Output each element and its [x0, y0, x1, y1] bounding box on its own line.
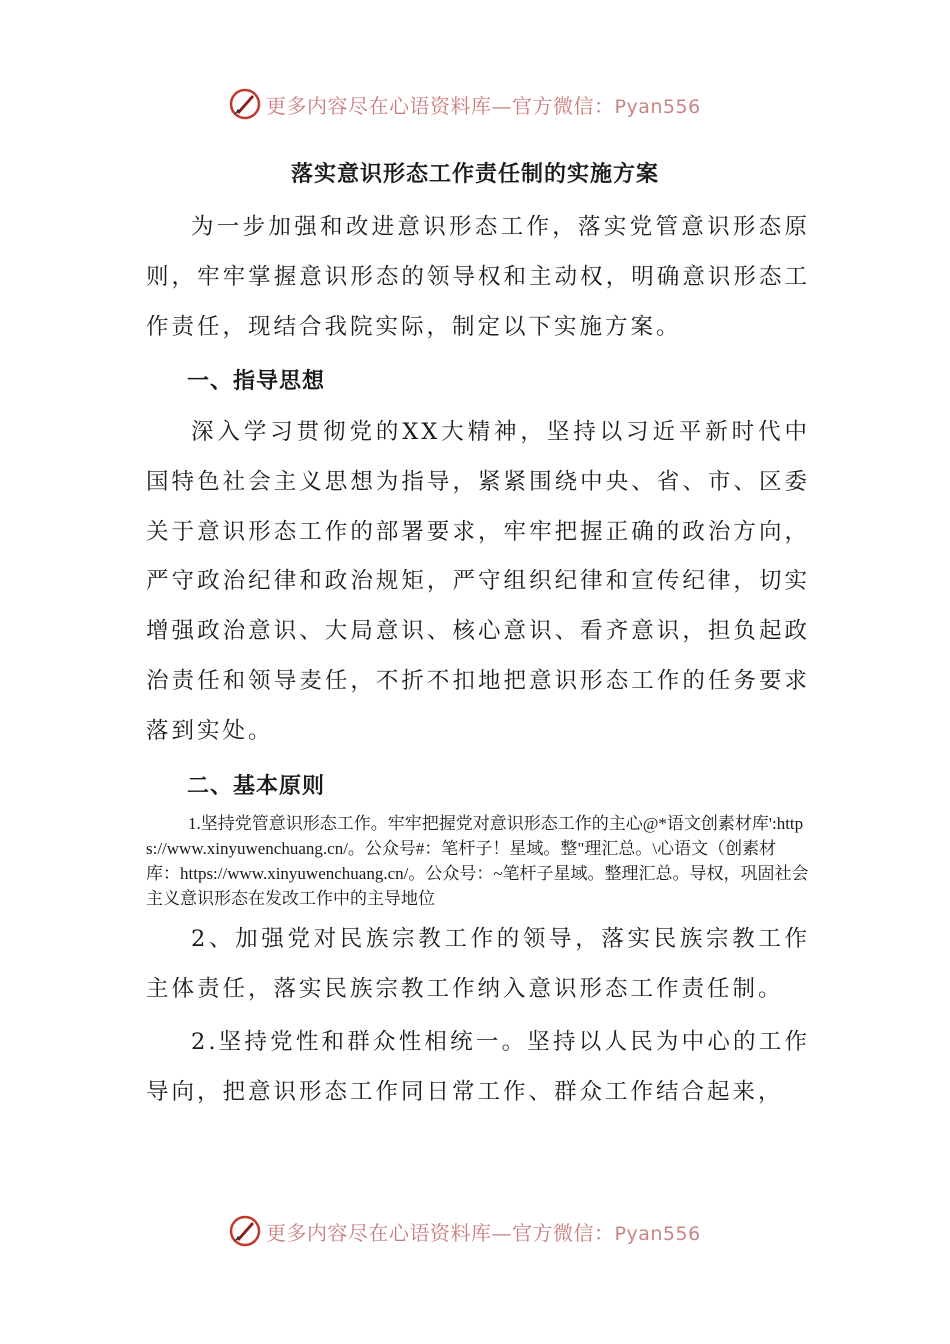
quill-logo-icon [228, 1214, 262, 1248]
watermark-footer [228, 1211, 701, 1251]
principle-3-paragraph: 2.坚持党性和群众性相统一。坚持以人民为中心的工作导向，把意识形态工作同日常工作、群众工作结合起来， [146, 1029, 810, 1105]
document-title: 落实意识形态工作责任制的实施方案 [290, 162, 659, 187]
watermark-wechat-id: Pyan556 [614, 1222, 701, 1245]
watermark-wechat-id: Pyan556 [614, 95, 701, 118]
quill-logo-icon [228, 87, 262, 121]
principle-2-paragraph: 2、加强党对民族宗教工作的领导，落实民族宗教工作主体责任，落实民族宗教工作纳入意识形态工作责任制。 [146, 926, 810, 1002]
guiding-ideology-paragraph: 深入学习贯彻党的XX大精神，坚持以习近平新时代中国特色社会主义思想为指导，紧紧围绕中央、省、市、区委关于意识形态工作的部署要求，牢牢把握正确的政治方向，严守政治纪律和政治规矩，严守组织纪律和宣传纪律，切实增强政治意识、大局意识、核心意识、看齐意识，担负起政治责任和领导麦任，不折不扣地把意识形态工作的任务要求落到实处。 [146, 419, 810, 744]
intro-paragraph: 为一步加强和改进意识形态工作，落实党管意识形态原则，牢牢掌握意识形态的领导权和主动权，明确意识形态工作责任，现结合我院实际，制定以下实施方案。 [146, 214, 810, 340]
principle-1-paragraph: 1.坚持党管意识形态工作。牢牢把握党对意识形态工作的主心@*语文创素材库':https://www.xinyuwenchuang.cn/。公众号#：笔杆子！星域。整"理汇总。\心语文（创素材库：https://www.xinyuwenchuang.cn/。公众号：~笔杆子星域。整理汇总。导权，巩固社会主义意识形态在发改工作中的主导地位 [146, 814, 809, 908]
watermark-text: 更多内容尽在心语资料库—官方微信：Pyan556 [266, 93, 701, 118]
section-heading-basic-principles: 二、基本原则 [187, 774, 326, 799]
watermark-header [228, 84, 701, 124]
section-heading-guiding-ideology: 一、指导思想 [187, 369, 326, 394]
watermark-text: 更多内容尽在心语资料库—官方微信：Pyan556 [266, 1220, 701, 1245]
